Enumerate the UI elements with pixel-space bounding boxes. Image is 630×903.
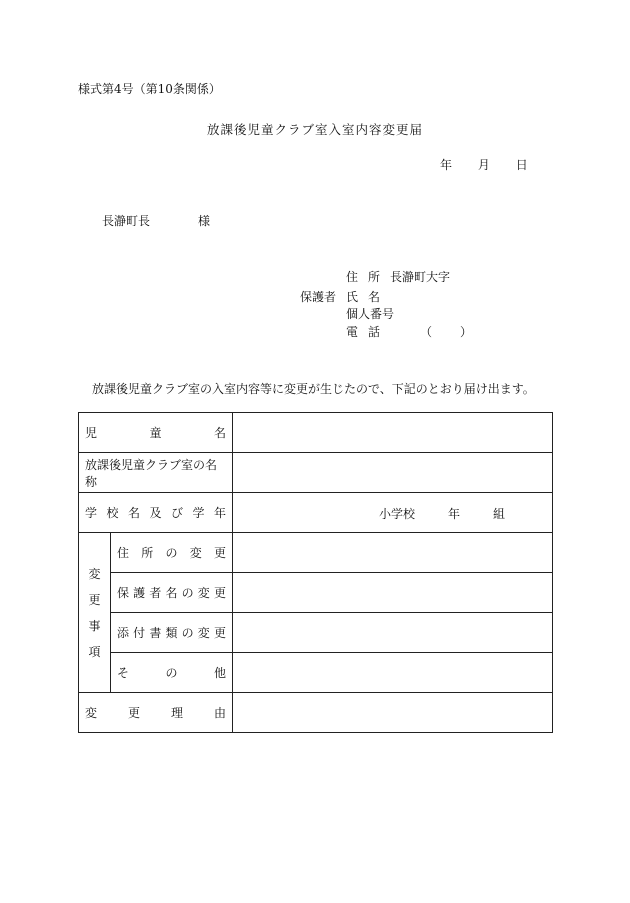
address-label: 住所	[346, 270, 391, 284]
label-char: 童	[149, 426, 162, 440]
label-char: 学	[85, 506, 98, 520]
club-name-label: 放課後児童クラブ室の名称	[79, 453, 233, 493]
date-month: 月	[477, 158, 490, 172]
label-char: 書	[149, 626, 162, 640]
name-label: 氏名	[346, 290, 391, 304]
child-name-field[interactable]	[233, 413, 553, 453]
date-line	[440, 156, 550, 173]
date-year: 年	[440, 158, 453, 172]
row-child-name	[79, 413, 553, 453]
label-char: の	[181, 586, 194, 600]
applicant-name-line	[346, 288, 390, 305]
addressee-name: 長瀞町長	[102, 214, 151, 228]
reason-label	[79, 693, 233, 733]
label-char: の	[165, 546, 178, 560]
label-char: 年	[214, 506, 227, 520]
label-char: 変	[197, 626, 210, 640]
row-other	[79, 653, 553, 693]
intro-text: 放課後児童クラブ室の入室内容等に変更が生じたので、下記のとおり届け出ます。	[92, 382, 535, 396]
school-grade-label	[79, 493, 233, 533]
applicant-address-line	[346, 268, 450, 285]
label-char: 変	[189, 546, 202, 560]
label-char: 更	[213, 626, 226, 640]
label-char: 更	[213, 586, 226, 600]
label-char: 護	[133, 586, 146, 600]
label-char: 児	[85, 426, 98, 440]
label-char: 理	[171, 706, 184, 720]
phone-open: （	[420, 325, 433, 339]
docs-change-field[interactable]	[233, 613, 553, 653]
phone-label: 電話	[346, 325, 391, 339]
vertical-char: 変	[88, 566, 101, 581]
label-char: 変	[197, 586, 210, 600]
row-club-name	[79, 453, 553, 493]
label-char: 更	[128, 706, 141, 720]
addressee	[102, 212, 210, 229]
label-char: 校	[106, 506, 119, 520]
address-change-field[interactable]	[233, 533, 553, 573]
label-char: 住	[117, 546, 130, 560]
change-form-table	[78, 412, 553, 733]
label-char: 由	[214, 706, 227, 720]
label-char: 類	[165, 626, 178, 640]
class-suffix: 組	[493, 507, 506, 521]
label-char: 及	[149, 506, 162, 520]
address-change-label	[111, 533, 233, 573]
row-school-grade	[79, 493, 553, 533]
club-name-field[interactable]	[233, 453, 553, 493]
label-char: 学	[192, 506, 205, 520]
label-char: び	[171, 506, 184, 520]
guardian-change-label	[111, 573, 233, 613]
guardian-change-field[interactable]	[233, 573, 553, 613]
vertical-char: 更	[88, 592, 101, 607]
child-name-label	[79, 413, 233, 453]
label-char: 所	[141, 546, 154, 560]
label-char: 名	[214, 426, 227, 440]
label-char: 添	[117, 626, 130, 640]
other-label	[111, 653, 233, 693]
vertical-char: 項	[88, 644, 101, 659]
applicant-role: 保護者	[300, 290, 337, 304]
reason-field[interactable]	[233, 693, 553, 733]
form-number: 様式第4号（第10条関係）	[78, 82, 221, 96]
vertical-char: 事	[88, 618, 101, 633]
label-char: 名	[128, 506, 141, 520]
docs-change-label	[111, 613, 233, 653]
label-char: の	[165, 666, 178, 680]
applicant-id-line	[346, 305, 394, 322]
row-guardian-change	[79, 573, 553, 613]
row-address-change	[79, 533, 553, 573]
label-char: 付	[133, 626, 146, 640]
address-value: 長瀞町大字	[390, 270, 451, 284]
grade-suffix: 年	[448, 507, 461, 521]
other-field[interactable]	[233, 653, 553, 693]
date-day: 日	[515, 158, 528, 172]
label-char: 変	[85, 706, 98, 720]
label-char: 保	[117, 586, 130, 600]
document-title: 放課後児童クラブ室入室内容変更届	[206, 122, 423, 137]
label-char: 更	[214, 546, 227, 560]
changes-header	[79, 533, 111, 693]
label-char: 者	[149, 586, 162, 600]
school-suffix: 小学校	[379, 507, 416, 521]
row-docs-change	[79, 613, 553, 653]
phone-close: ）	[460, 325, 473, 339]
label-char: 他	[214, 666, 227, 680]
school-grade-field[interactable]	[233, 493, 553, 533]
id-label: 個人番号	[346, 307, 395, 321]
addressee-honorific: 様	[198, 214, 211, 228]
label-char: 名	[165, 586, 178, 600]
row-reason	[79, 693, 553, 733]
applicant-phone-line	[346, 323, 472, 340]
label-char: の	[181, 626, 194, 640]
label-char: そ	[117, 666, 130, 680]
